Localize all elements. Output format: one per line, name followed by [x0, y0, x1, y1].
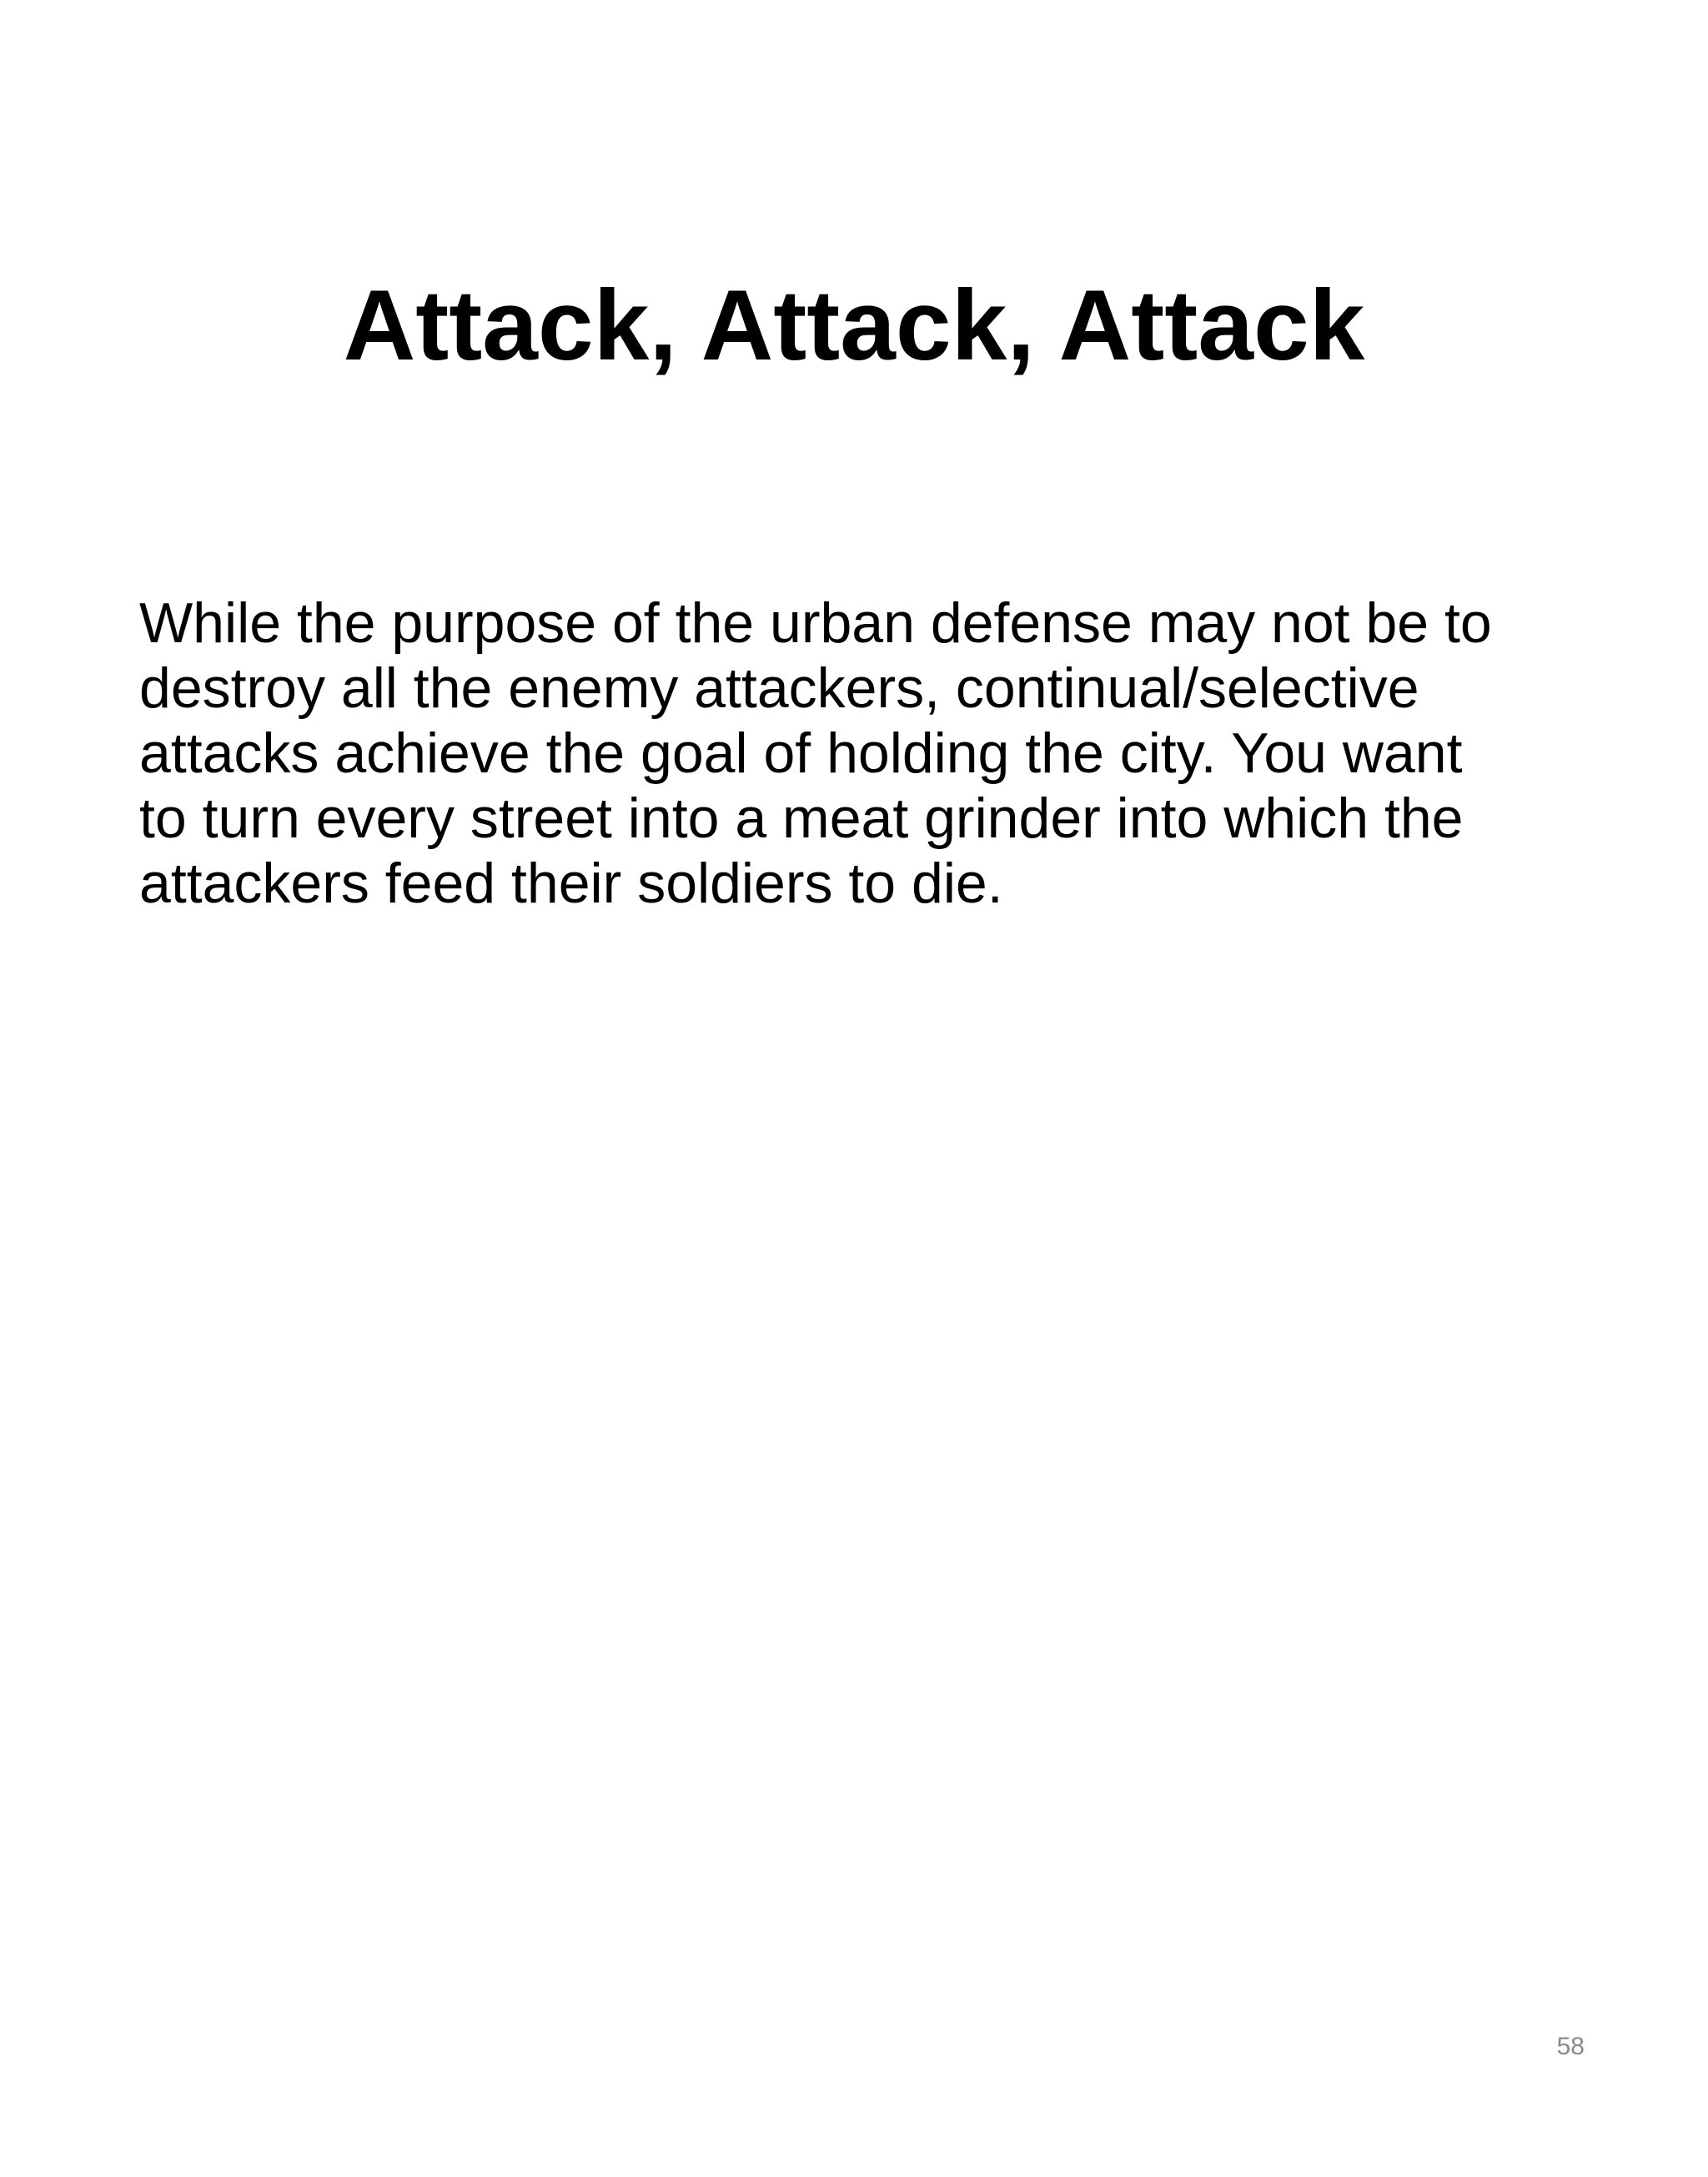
body-line: While the purpose of the urban defense may not be to [139, 591, 1492, 655]
page-number: 58 [1556, 2033, 1585, 2060]
body-line: attackers feed their soldiers to die. [139, 852, 1003, 915]
body-line: attacks achieve the goal of holding the city. You want [139, 721, 1463, 785]
body-paragraph [139, 591, 1574, 916]
page-title: Attack, Attack, Attack [343, 269, 1365, 381]
body-line: destroy all the enemy attackers, continual/selective [139, 656, 1419, 720]
body-line: to turn every street into a meat grinder into which the [139, 787, 1464, 850]
